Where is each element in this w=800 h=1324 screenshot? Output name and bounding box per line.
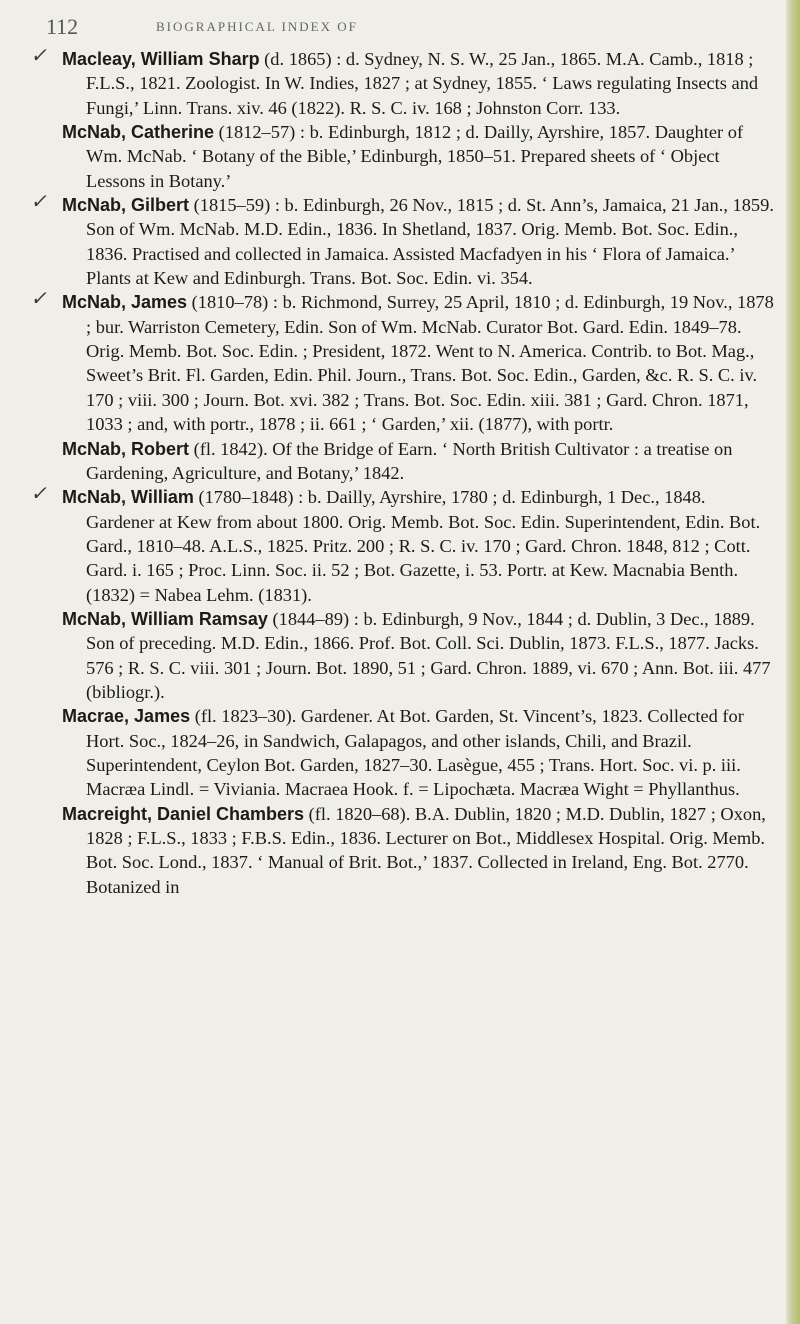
entry-name: McNab, William bbox=[62, 487, 194, 508]
index-entry bbox=[29, 286, 774, 436]
page-number: 112 bbox=[46, 14, 79, 39]
checkmark-icon: ✓ bbox=[29, 189, 52, 214]
entry-name: McNab, Robert bbox=[62, 438, 190, 459]
entry-text: (fl. 1842). Of the Bridge of Earn. ‘ North British Cultivator : a treatise on Gardening, Agriculture, and Botany,’ 1842. bbox=[86, 438, 733, 483]
checkmark-icon: ✓ bbox=[29, 481, 52, 506]
entry-text: (1815–59) : b. Edinburgh, 26 Nov., 1815 ; d. St. Ann’s, Jamaica, 21 Jan., 1859. Son of Wm. McNab. M.D. Edin., 1836. In Shetland, 1837. Orig. Memb. Bot. Soc. Edin., 1836. Practised and collected in Jamaica. Assisted Macfadyen in his ‘ Flora of Jamaica.’ Plants at Kew and Edinburgh. Trans. Bot. Soc. Edin. vi. 354. bbox=[86, 195, 774, 289]
entry-text: (1812–57) : b. Edinburgh, 1812 ; d. Dailly, Ayrshire, 1857. Daughter of Wm. McNab. ‘ Botany of the Bible,’ Edinburgh, 1850–51. Prepared sheets of ‘ Object Lessons in Botany.’ bbox=[86, 122, 744, 191]
entry-text: (1810–78) : b. Richmond, Surrey, 25 April, 1810 ; d. Edinburgh, 19 Nov., 1878 ; bur. Warriston Cemetery, Edin. Son of Wm. McNab. Curator Bot. Gard. Edin. 1849–78. Orig. Memb. Bot. Soc. Edin. ; President, 1872. Went to N. America. Contrib. to Bot. Mag., Sweet’s Brit. Fl. Garden, Edin. Phil. Journ., Trans. Bot. Soc. Edin., Garden, &c. R. S. C. iv. 170 ; viii. 300 ; Journ. Bot. xvi. 382 ; Trans. Bot. Soc. Edin. xiii. 381 ; Gard. Chron. 1871, 1033 ; and, with portr., 1878 ; ii. 661 ; ‘ Garden,’ xii. (1877), with portr. bbox=[86, 292, 774, 435]
index-entries bbox=[29, 43, 774, 899]
entry-text: (1844–89) : b. Edinburgh, 9 Nov., 1844 ; d. Dublin, 3 Dec., 1889. Son of preceding. M.D. Edin., 1866. Prof. Bot. Coll. Sci. Dublin, 1873. F.L.S., 1877. Jacks. 576 ; R. S. C. viii. 301 ; Journ. Bot. 1890, 51 ; Gard. Chron. 1889, vi. 670 ; Ann. Bot. iii. 477 (bibliogr.). bbox=[86, 608, 771, 702]
entry-text: (d. 1865) : d. Sydney, N. S. W., 25 Jan., 1865. M.A. Camb., 1818 ; F.L.S., 1821. Zoologist. In W. Indies, 1827 ; at Sydney, 1855. ‘ Laws regulating Insects and Fungi,’ Linn. Trans. xiv. 46 (1822). R. S. C. iv. 168 ; Johnston Corr. 133. bbox=[86, 49, 759, 118]
index-entry bbox=[62, 704, 774, 801]
entry-name: McNab, Gilbert bbox=[62, 195, 190, 216]
page-edge bbox=[786, 0, 800, 1324]
index-entry bbox=[29, 189, 774, 290]
index-entry bbox=[62, 120, 774, 193]
entry-text: (fl. 1820–68). B.A. Dublin, 1820 ; M.D. Dublin, 1827 ; Oxon, 1828 ; F.L.S., 1833 ; F.B.S. Edin., 1836. Lecturer on Bot., Middlesex Hospital. Orig. Memb. Bot. Soc. Lond., 1837. ‘ Manual of Brit. Bot.,’ 1837. Collected in Ireland, Eng. Bot. 2770. Botanized in bbox=[86, 803, 766, 897]
page-header bbox=[46, 14, 766, 40]
entry-name: McNab, Catherine bbox=[62, 122, 215, 143]
checkmark-icon: ✓ bbox=[29, 286, 52, 311]
index-entry bbox=[62, 802, 774, 899]
index-entry bbox=[29, 481, 774, 607]
entry-text: (1780–1848) : b. Dailly, Ayrshire, 1780 ; d. Edinburgh, 1 Dec., 1848. Gardener at Kew from about 1800. Orig. Memb. Bot. Soc. Edin. Superintendent, Edin. Bot. Gard., 1810–48. A.L.S., 1825. Pritz. 200 ; R. S. C. iv. 170 ; Gard. Chron. 1848, 812 ; Cott. Gard. i. 165 ; Proc. Linn. Soc. ii. 52 ; Bot. Gazette, i. 53. Portr. at Kew. Macnabia Benth. (1832) = Nabea Lehm. (1831). bbox=[86, 487, 761, 605]
checkmark-icon: ✓ bbox=[29, 43, 52, 67]
index-entry bbox=[62, 437, 774, 486]
entry-name: McNab, James bbox=[62, 292, 188, 313]
entry-text: (fl. 1823–30). Gardener. At Bot. Garden, St. Vincent’s, 1823. Collected for Hort. Soc., 1824–26, in Sandwich, Galapagos, and other islands, Chili, and Brazil. Superintendent, Ceylon Bot. Garden, 1827–30. Lasègue, 455 ; Trans. Hort. Soc. vi. p. iii. Macræa Lindl. = Viviania. Macraea Hook. f. = Lipochæta. Macræa Wight = Phyllanthus. bbox=[86, 706, 744, 800]
entry-name: Macleay, William Sharp bbox=[62, 49, 260, 69]
index-entry bbox=[62, 607, 774, 704]
entry-name: Macreight, Daniel Chambers bbox=[62, 803, 305, 824]
index-entry bbox=[29, 43, 774, 120]
running-head: BIOGRAPHICAL INDEX OF bbox=[156, 19, 358, 34]
entry-name: McNab, William Ramsay bbox=[62, 608, 268, 629]
entry-name: Macrae, James bbox=[62, 706, 191, 727]
